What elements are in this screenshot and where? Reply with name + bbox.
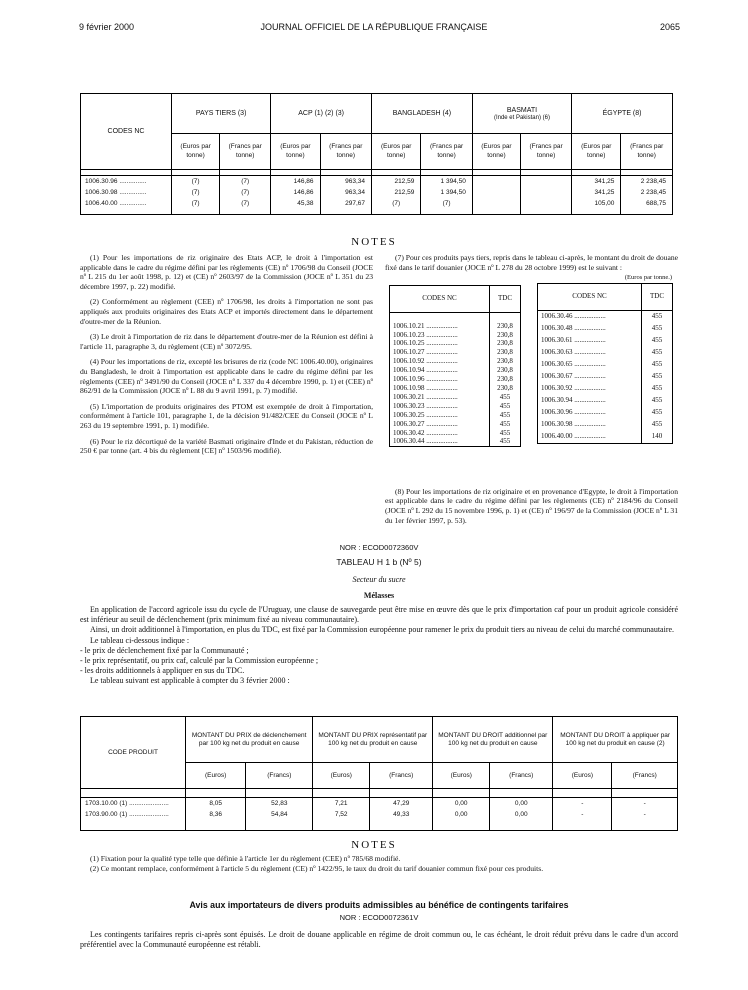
cell-value: (7) bbox=[172, 187, 220, 198]
cell-value: 0,00 bbox=[490, 798, 553, 810]
cell-code: 1006.40.00 ............... bbox=[81, 198, 172, 209]
unit-euros: (Euros) bbox=[313, 763, 370, 789]
cell-value: 212,59 bbox=[372, 187, 421, 198]
avis-title: Avis aux importateurs de divers produits admissibles au bénéfice de contingents tarifaires bbox=[189, 900, 569, 910]
para-4: Le tableau suivant est applicable à compter du 3 février 2000 : bbox=[90, 676, 290, 686]
tdc-value: 455 bbox=[642, 395, 673, 407]
cell-value bbox=[472, 176, 520, 188]
para-2: Ainsi, un droit additionnel à l'importation, en plus du TDC, est fixé par la Commission européenne pour ramener le prix du produit tiers au niveau de celui du marché communautaire. bbox=[90, 625, 675, 635]
cell-value: 8,36 bbox=[186, 809, 246, 820]
list-item bbox=[538, 347, 673, 359]
cell-value: 47,29 bbox=[370, 798, 433, 810]
tdc-code: 1006.30.27 .................. bbox=[390, 420, 490, 429]
list-item bbox=[390, 348, 521, 357]
cell-value: 52,83 bbox=[246, 798, 313, 810]
tdc-code: 1006.30.23 .................. bbox=[390, 402, 490, 411]
tdc-code: 1006.10.27 .................. bbox=[390, 348, 490, 357]
tdc-code: 1006.10.21 .................. bbox=[390, 322, 490, 331]
tdc-code: 1006.30.25 .................. bbox=[390, 411, 490, 420]
cell-value: 0,00 bbox=[433, 809, 490, 820]
tdc-code: 1006.30.48 .................. bbox=[538, 323, 642, 335]
note-3: (3) Le droit à l'importation de riz dans le département d'outre-mer de la Réunion est défini à l'article 11, paragraphe 3, du règlement (CE) nº 3072/95. bbox=[80, 332, 373, 351]
unit-euros: (Euros) bbox=[186, 763, 246, 789]
unit-euros: (Euros par tonne) bbox=[572, 134, 621, 170]
header-journal-title: JOURNAL OFFICIEL DE LA RÉPUBLIQUE FRANÇAISE bbox=[260, 22, 488, 32]
list-item bbox=[538, 310, 673, 323]
note-6: (6) Pour le riz décortiqué de la variété Basmati originaire d'Inde et du Pakistan, réduction de 250 € par tonne (art. 4 bis du règlement [CE] nº 1503/96 modifié). bbox=[80, 436, 373, 456]
secteur-label: Secteur du sucre bbox=[352, 575, 406, 584]
list-item bbox=[538, 323, 673, 335]
tdc-tables bbox=[385, 285, 678, 477]
tdc-code: 1006.30.63 .................. bbox=[538, 347, 642, 359]
cell-code: 1006.30.96 ............... bbox=[81, 176, 172, 188]
rice-duty-table bbox=[80, 93, 673, 215]
note-2-2: (2) Ce montant remplace, conformément à l'article 5 du règlement (CE) nº 1422/95, le taux du droit du tarif douanier commun fixé pour ces produits. bbox=[90, 863, 544, 873]
tdc-code: 1006.30.42 .................. bbox=[390, 429, 490, 438]
group-acp: ACP (1) (2) (3) bbox=[271, 94, 372, 134]
tdc-code: 1006.30.98 .................. bbox=[538, 419, 642, 431]
tdc-value: 455 bbox=[642, 347, 673, 359]
cell-value: - bbox=[612, 809, 678, 820]
tdc-value: 455 bbox=[490, 411, 521, 420]
tdc-code: 1006.10.94 .................. bbox=[390, 366, 490, 375]
group-representatif: MONTANT DU PRIX représentatif par 100 kg net du produit en cause bbox=[313, 717, 433, 763]
group-droit-a-appliquer: MONTANT DU DROIT à appliquer par 100 kg net du produit en cause (2) bbox=[553, 717, 678, 763]
cell-value: 963,34 bbox=[320, 176, 372, 188]
note-8: (8) Pour les importations de riz originaire et en provenance d'Egypte, le droit à l'importation est applicable dans le cadre du régime défini par les règlements (CE) nº 2184/96 du Conseil (JOCE nº L 292 du 15 novembre 1996, p. 1) et (CE) nº 196/97 de la Commission (JOCE nº L 31 du 1er février 1997, p. 53). bbox=[385, 486, 678, 525]
basmati-label: BASMATI bbox=[506, 106, 538, 114]
avis-text: Les contingents tarifaires repris ci-après sont épuisés. Le droit de douane applicable en régime de droit commun ou, le cas échéant, le droit réduit prévu dans le cadre d'un accord préférentiel avec la Communauté européenne est rétabli. bbox=[80, 930, 678, 950]
melasses-heading: Mélasses bbox=[363, 591, 395, 600]
tdc-table-right bbox=[537, 283, 673, 444]
table-row bbox=[81, 809, 678, 820]
para-3: Le tableau ci-dessous indique : bbox=[90, 635, 190, 645]
note-1: (1) Pour les importations de riz originaire des Etats ACP, le droit à l'importation est applicable dans le cadre du régime défini par les règlements (CE) nº 1706/98 du Conseil (JOCE nº L 215 du 1er août 1998, p. 12) et (CE) nº 2603/97 de la Commission (JOCE nº L 351 du 23 décembre 1997, p. 22) modifié. bbox=[80, 253, 373, 291]
cell-value bbox=[472, 198, 520, 209]
cell-code: 1703.10.00 (1) ...................... bbox=[81, 798, 186, 810]
tdc-value: 455 bbox=[490, 429, 521, 438]
tdc-value: 230,8 bbox=[490, 339, 521, 348]
table-row bbox=[81, 798, 678, 810]
group-egypte: ÉGYPTE (8) bbox=[572, 94, 673, 134]
tdc-value: 455 bbox=[642, 335, 673, 347]
unit-francs: (Francs par tonne) bbox=[521, 134, 572, 170]
tdc-code: 1006.30.21 .................. bbox=[390, 393, 490, 402]
cell-value: (7) bbox=[172, 176, 220, 188]
notes-left-column bbox=[80, 253, 373, 462]
unit-euros: (Euros par tonne) bbox=[372, 134, 421, 170]
notes-2-body bbox=[80, 854, 678, 874]
tdc-value: 455 bbox=[642, 419, 673, 431]
group-bangladesh: BANGLADESH (4) bbox=[372, 94, 473, 134]
cell-value: - bbox=[553, 809, 612, 820]
tdc-header: TDC bbox=[642, 283, 673, 310]
list-item bbox=[538, 371, 673, 383]
cell-value: 297,67 bbox=[320, 198, 372, 209]
tdc-value: 455 bbox=[642, 359, 673, 371]
section-body bbox=[80, 605, 678, 687]
list-item bbox=[538, 383, 673, 395]
cell-value: 0,00 bbox=[433, 798, 490, 810]
tdc-value: 230,8 bbox=[490, 322, 521, 331]
unit-francs: (Francs par tonne) bbox=[320, 134, 372, 170]
cell-value: 49,33 bbox=[370, 809, 433, 820]
note-7: (7) Pour ces produits pays tiers, repris dans le tableau ci-après, le montant du droit de douane fixé dans le tarif douanier (JOCE nº L 278 du 28 octobre 1999) est le suivant : bbox=[385, 253, 678, 272]
tdc-value: 230,8 bbox=[490, 375, 521, 384]
cell-value: (7) bbox=[172, 198, 220, 209]
cell-value: (7) bbox=[220, 176, 271, 188]
unit-euros: (Euros par tonne) bbox=[472, 134, 520, 170]
cell-value: - bbox=[612, 798, 678, 810]
tdc-value: 455 bbox=[490, 437, 521, 446]
cell-value: 1 394,50 bbox=[421, 187, 473, 198]
unit-euros: (Euros par tonne) bbox=[172, 134, 220, 170]
unit-euros: (Euros) bbox=[553, 763, 612, 789]
table-row bbox=[81, 198, 673, 209]
group-pays-tiers: PAYS TIERS (3) bbox=[172, 94, 271, 134]
tdc-codes-header: CODES NC bbox=[538, 283, 642, 310]
tdc-value: 455 bbox=[490, 393, 521, 402]
header-date: 9 février 2000 bbox=[79, 22, 135, 32]
unit-francs: (Francs par tonne) bbox=[220, 134, 271, 170]
tdc-code: 1006.40.00 .................. bbox=[538, 431, 642, 444]
cell-code: 1703.90.00 (1) ...................... bbox=[81, 809, 186, 820]
cell-code: 1006.30.98 ............... bbox=[81, 187, 172, 198]
cell-value: 146,86 bbox=[271, 176, 320, 188]
list-item bbox=[390, 402, 521, 411]
notes-title: NOTES bbox=[351, 236, 397, 248]
notes-2-title: NOTES bbox=[351, 839, 397, 851]
unit-francs: (Francs) bbox=[370, 763, 433, 789]
tableau-title: TABLEAU H 1 b (Nº 5) bbox=[336, 557, 422, 567]
tdc-value: 455 bbox=[642, 383, 673, 395]
tdc-value: 455 bbox=[490, 402, 521, 411]
tdc-code: 1006.30.92 .................. bbox=[538, 383, 642, 395]
cell-value: (7) bbox=[421, 198, 473, 209]
bullet: - les droits additionnels à appliquer en sus du TDC. bbox=[80, 666, 245, 676]
cell-value bbox=[521, 176, 572, 188]
tdc-code: 1006.30.94 .................. bbox=[538, 395, 642, 407]
tdc-code: 1006.30.61 .................. bbox=[538, 335, 642, 347]
list-item bbox=[390, 322, 521, 331]
list-item bbox=[390, 393, 521, 402]
tdc-header: TDC bbox=[490, 285, 521, 312]
list-item bbox=[538, 395, 673, 407]
tdc-code: 1006.10.98 .................. bbox=[390, 384, 490, 393]
group-droit-additionnel: MONTANT DU DROIT additionnel par 100 kg net du produit en cause bbox=[433, 717, 553, 763]
tdc-value: 230,8 bbox=[490, 384, 521, 393]
note-2: (2) Conformément au règlement (CEE) nº 1706/98, les droits à l'importation ne sont pas appliqués aux produits originaires des Etats ACP et importés directement dans le département d'outre-mer de la Réunion. bbox=[80, 297, 373, 326]
list-item bbox=[538, 431, 673, 444]
list-item bbox=[538, 335, 673, 347]
header-page-number: 2065 bbox=[659, 22, 680, 32]
cell-value: 8,05 bbox=[186, 798, 246, 810]
cell-value: 7,21 bbox=[313, 798, 370, 810]
tdc-value: 230,8 bbox=[490, 348, 521, 357]
tdc-table-left bbox=[389, 285, 521, 448]
tdc-code: 1006.10.23 .................. bbox=[390, 331, 490, 340]
melasses-table bbox=[80, 716, 678, 831]
tdc-value: 455 bbox=[642, 323, 673, 335]
cell-value: (7) bbox=[220, 187, 271, 198]
group-basmati bbox=[472, 94, 571, 134]
cell-value: 1 394,50 bbox=[421, 176, 473, 188]
list-item bbox=[390, 375, 521, 384]
unit-francs: (Francs) bbox=[612, 763, 678, 789]
list-item bbox=[538, 407, 673, 419]
cell-value: 212,59 bbox=[372, 176, 421, 188]
cell-value: 45,38 bbox=[271, 198, 320, 209]
cell-value bbox=[472, 187, 520, 198]
tdc-code: 1006.30.96 .................. bbox=[538, 407, 642, 419]
list-item bbox=[390, 357, 521, 366]
tdc-value: 455 bbox=[642, 310, 673, 323]
list-item bbox=[538, 419, 673, 431]
list-item bbox=[390, 411, 521, 420]
tdc-codes-header: CODES NC bbox=[390, 285, 490, 312]
tdc-value: 455 bbox=[642, 407, 673, 419]
tdc-value: 455 bbox=[490, 420, 521, 429]
unit-francs: (Francs par tonne) bbox=[421, 134, 473, 170]
unit-francs: (Francs par tonne) bbox=[621, 134, 673, 170]
notes-right-column bbox=[385, 253, 678, 531]
tdc-code: 1006.30.44 .................. bbox=[390, 437, 490, 446]
list-item bbox=[390, 429, 521, 438]
list-item bbox=[390, 384, 521, 393]
list-item bbox=[390, 437, 521, 446]
bullet: - le prix représentatif, ou prix caf, calculé par la Commission européenne ; bbox=[80, 656, 319, 666]
note-4: (4) Pour les importations de riz, excepté les brisures de riz (code NC 1006.40.00), originaires du Bangladesh, le droit à l'importation est applicable dans le cadre du régime défini par les règlements (CEE) nº 3491/90 du Conseil (JOCE nº L 337 du 4 décembre 1990, p. 1) et (CEE) nº 862/91 de la Commission (JOCE nº L 88 du 9 avril 1991, p. 7) modifié. bbox=[80, 357, 374, 396]
cell-value: 105,00 bbox=[572, 198, 621, 209]
list-item bbox=[390, 420, 521, 429]
cell-value: 2 238,45 bbox=[621, 176, 673, 188]
cell-value bbox=[521, 198, 572, 209]
list-item bbox=[538, 359, 673, 371]
cell-value: 0,00 bbox=[490, 809, 553, 820]
code-produit-header: CODE PRODUIT bbox=[81, 717, 186, 789]
unit-note: (Euros par tonne.) bbox=[624, 274, 672, 282]
tdc-code: 1006.10.25 .................. bbox=[390, 339, 490, 348]
cell-value bbox=[521, 187, 572, 198]
tdc-code: 1006.10.92 .................. bbox=[390, 357, 490, 366]
cell-value: 341,25 bbox=[572, 176, 621, 188]
cell-value: (7) bbox=[372, 198, 421, 209]
nor-code: NOR : ECOD0072360V bbox=[339, 543, 419, 552]
cell-value: 341,25 bbox=[572, 187, 621, 198]
list-item bbox=[390, 366, 521, 375]
unit-francs: (Francs) bbox=[246, 763, 313, 789]
tdc-value: 230,8 bbox=[490, 366, 521, 375]
tdc-code: 1006.30.65 .................. bbox=[538, 359, 642, 371]
avis-nor: NOR : ECOD0072361V bbox=[339, 913, 419, 922]
cell-value: 2 238,45 bbox=[621, 187, 673, 198]
note-2-1: (1) Fixation pour la qualité type telle que définie à l'article 1er du règlement (CEE) nº 785/68 modifié. bbox=[90, 854, 401, 863]
tdc-value: 140 bbox=[642, 431, 673, 444]
list-item bbox=[390, 339, 521, 348]
group-declenchement: MONTANT DU PRIX de déclenchement par 100 kg net du produit en cause bbox=[186, 717, 313, 763]
cell-value: (7) bbox=[220, 198, 271, 209]
tdc-value: 455 bbox=[642, 371, 673, 383]
unit-francs: (Francs) bbox=[490, 763, 553, 789]
basmati-sub-label: (Inde et Pakistan) (6) bbox=[493, 114, 550, 121]
table-row bbox=[81, 176, 673, 188]
list-item bbox=[390, 331, 521, 340]
unit-euros: (Euros par tonne) bbox=[271, 134, 320, 170]
note-5: (5) L'importation de produits originaires des PTOM est exemptée de droit à l'importation, conformément à l'article 101, paragraphe 1, de la décision 91/482/CEE du Conseil (JOCE nº L 263 du 19 septembre 1991, p. 1) modifiée. bbox=[80, 401, 373, 430]
tdc-value: 230,8 bbox=[490, 331, 521, 340]
bullet: - le prix de déclenchement fixé par la Communauté ; bbox=[80, 645, 249, 655]
cell-value: 146,86 bbox=[271, 187, 320, 198]
tdc-code: 1006.30.46 .................. bbox=[538, 310, 642, 323]
tdc-value: 230,8 bbox=[490, 357, 521, 366]
table-row bbox=[81, 187, 673, 198]
cell-value: 688,75 bbox=[621, 198, 673, 209]
cell-value: - bbox=[553, 798, 612, 810]
tdc-code: 1006.10.96 .................. bbox=[390, 375, 490, 384]
cell-value: 54,84 bbox=[246, 809, 313, 820]
cell-value: 7,52 bbox=[313, 809, 370, 820]
unit-euros: (Euros) bbox=[433, 763, 490, 789]
para-1: En application de l'accord agricole issu du cycle de l'Uruguay, une clause de sauvegarde peut être mise en œuvre dès que le prix d'importation caf pour un produit agricole considéré est inférieur au seuil de déclenchement (prix minimum fixé au niveau communautaire). bbox=[80, 605, 678, 625]
cell-value: 963,34 bbox=[320, 187, 372, 198]
tdc-code: 1006.30.67 .................. bbox=[538, 371, 642, 383]
codes-nc-header: CODES NC bbox=[81, 94, 172, 170]
